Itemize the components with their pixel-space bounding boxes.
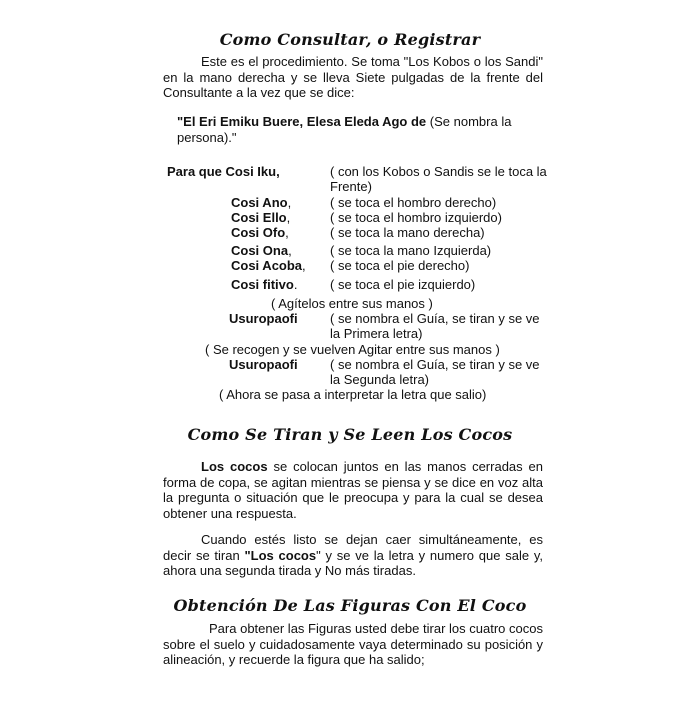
- note-interpretar: ( Ahora se pasa a interpretar la letra que salio): [219, 387, 487, 402]
- usuropaofi-desc-2: ( se nombra el Guía, se tiran y se ve la Segunda letra): [330, 357, 540, 387]
- invocation-rest: (Se nombra la persona).": [177, 114, 512, 145]
- invocation-paragraph: [177, 114, 537, 145]
- heading-tiran-cocos: Como Se Tiran y Se Leen Los Cocos: [187, 425, 513, 444]
- cocos-bold: Los cocos: [201, 459, 268, 474]
- listo-paragraph: Cuando estés listo se dejan caer simultáneamente, es decir se tiran "Los cocos" y se ve la letra y numero que sale y, ahora una segunda tirada y No más tiradas.: [163, 532, 543, 578]
- usuropaofi-label-2: Usuropaofi: [229, 357, 298, 372]
- listo-bold: "Los cocos: [244, 547, 317, 563]
- figuras-text: Para obtener las Figuras usted debe tirar los cuatro cocos sobre el suelo y cuidadosamente vaya determinado su posición y alineación, y recuerde la figura que ha salido;: [163, 621, 543, 667]
- usuropaofi-desc-1: ( se nombra el Guía, se tiran y se ve la Primera letra): [330, 311, 540, 341]
- step-label-ano: Cosi Ano,: [231, 195, 292, 210]
- cocos-paragraph: [163, 459, 543, 521]
- step-label-ofo: Cosi Ofo,: [231, 225, 289, 240]
- step-label-fitivo: Cosi fitivo.: [231, 277, 298, 292]
- cocos-text: se colocan juntos en las manos cerradas en forma de copa, se agitan mientras se piensa y se dice en voz alta la pregunta o situación que le preocupa y para la cual se desea obtener una respuesta.: [163, 459, 544, 521]
- invocation-bold: "El Eri Emiku Buere, Elesa Eleda Ago de: [177, 114, 427, 129]
- step-desc-ello: ( se toca el hombro izquierdo): [330, 210, 502, 225]
- step-desc-fitivo: ( se toca el pie izquierdo): [330, 277, 476, 292]
- step-label-ona: Cosi Ona,: [231, 243, 292, 258]
- step-desc-acoba: ( se toca el pie derecho): [330, 258, 470, 273]
- step-label-iku: Para que Cosi Iku,: [167, 164, 280, 179]
- step-desc-ano: ( se toca el hombro derecho): [330, 195, 497, 210]
- step-desc-ofo: ( se toca la mano derecha): [330, 225, 485, 240]
- step-desc-iku: ( con los Kobos o Sandis se le toca la Frente): [330, 164, 547, 194]
- intro-paragraph: [163, 54, 543, 101]
- step-label-ello: Cosi Ello,: [231, 210, 291, 225]
- note-recogen: ( Se recogen y se vuelven Agitar entre sus manos ): [205, 342, 500, 357]
- heading-figuras: Obtención De Las Figuras Con El Coco: [173, 596, 527, 615]
- step-desc-ona: ( se toca la mano Izquierda): [330, 243, 492, 258]
- step-label-acoba: Cosi Acoba,: [231, 258, 306, 273]
- figuras-paragraph: [163, 621, 543, 668]
- heading-consultar: Como Consultar, o Registrar: [219, 30, 481, 49]
- intro-text: Este es el procedimiento. Se toma "Los Kobos o los Sandi" en la mano derecha y se lleva Siete pulgadas de la frente del Consultante a la vez que se dice:: [163, 54, 543, 100]
- note-agitelos: ( Agítelos entre sus manos ): [271, 296, 433, 311]
- usuropaofi-label-1: Usuropaofi: [229, 311, 298, 326]
